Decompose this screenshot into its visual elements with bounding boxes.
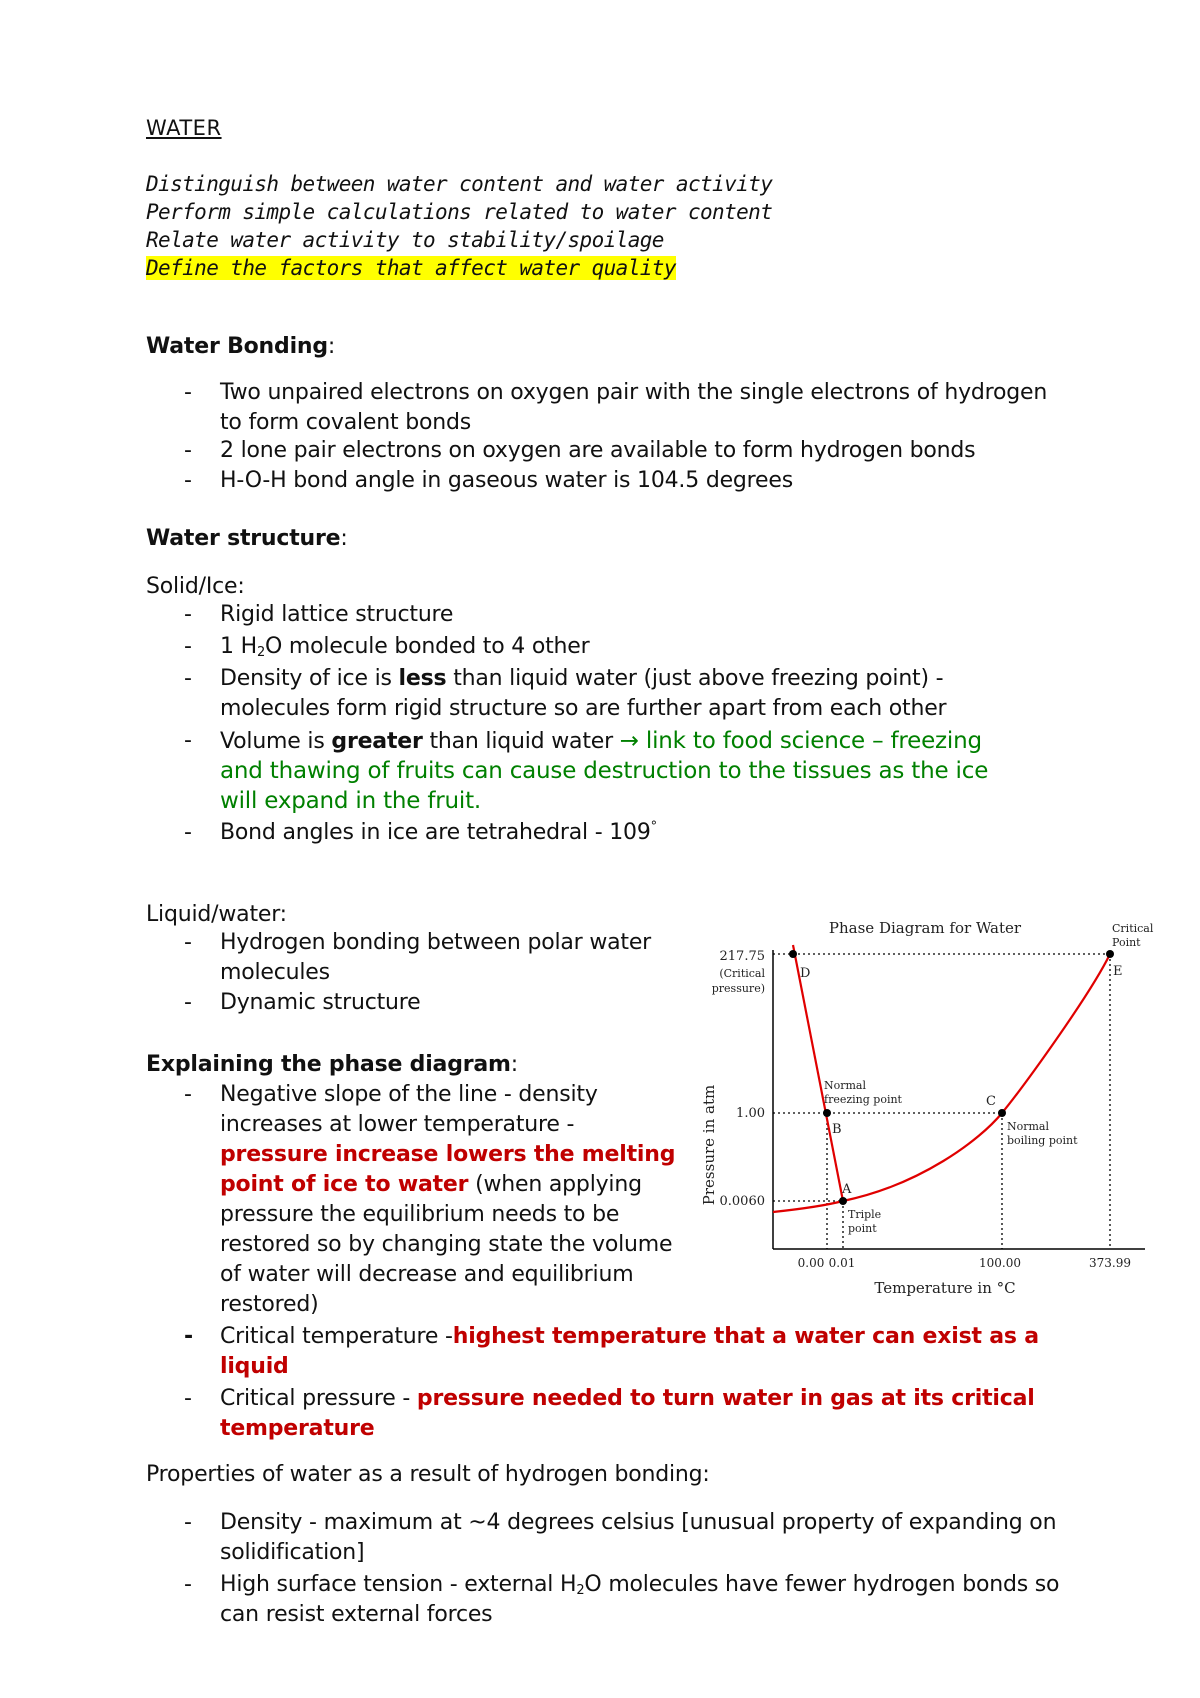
- y-axis-label: Pressure in atm: [700, 1084, 718, 1206]
- critical-pressure: Critical pressure - pressure needed to turn water in gas at its critical: [220, 1386, 1035, 1411]
- solid-item-4-green-2: and thawing of fruits can cause destruction to the tissues as the ice: [220, 758, 989, 784]
- x-tick-37399: 373.99: [1089, 1256, 1131, 1270]
- phase-heading: Explaining the phase diagram:: [146, 1052, 518, 1077]
- solid-item-1: Rigid lattice structure: [220, 602, 454, 627]
- point-label-c: C: [986, 1094, 996, 1109]
- phase-diagram-chart: [690, 915, 1160, 1305]
- note-critical-1: Critical: [1112, 922, 1154, 935]
- note-triple-1: Triple: [848, 1208, 882, 1221]
- solid-gas-line: [773, 1201, 843, 1212]
- note-boiling-1: Normal: [1007, 1120, 1050, 1133]
- property-surface-tension-cont: can resist external forces: [220, 1602, 493, 1627]
- phase-line-5: pressure the equilibrium needs to be: [220, 1202, 620, 1227]
- note-boiling-2: boiling point: [1007, 1134, 1078, 1147]
- y-tick-note-1: (Critical: [719, 967, 765, 980]
- bonding-item-1-cont: to form covalent bonds: [220, 410, 472, 435]
- point-label-d: D: [800, 966, 811, 981]
- bullet-dash: -: [184, 380, 192, 405]
- note-freezing-1: Normal: [824, 1079, 867, 1092]
- x-tick-0: 0.00: [797, 1256, 825, 1270]
- bullet-dash: -: [184, 1324, 194, 1349]
- point-e: [1106, 950, 1114, 958]
- phase-line-8: restored): [220, 1292, 319, 1317]
- phase-line-1: Negative slope of the line - density: [220, 1082, 598, 1107]
- liquid-item-1: Hydrogen bonding between polar water: [220, 930, 651, 955]
- solid-item-4: Volume is greater than liquid water → link to food science – freezing: [220, 728, 982, 754]
- solid-label: Solid/Ice:: [146, 574, 245, 599]
- bonding-item-2: 2 lone pair electrons on oxygen are available to form hydrogen bonds: [220, 438, 976, 463]
- document-title: WATER: [146, 116, 222, 140]
- point-d: [789, 950, 797, 958]
- y-tick-0006: 0.0060: [719, 1194, 765, 1209]
- y-tick-critical: 217.75: [719, 949, 765, 964]
- note-freezing-2: freezing point: [824, 1093, 902, 1106]
- bullet-dash: -: [184, 602, 192, 627]
- point-label-a: A: [842, 1182, 852, 1197]
- solid-item-5: Bond angles in ice are tetrahedral - 109°: [220, 819, 657, 845]
- phase-line-4: point of ice to water (when applying: [220, 1172, 642, 1197]
- bullet-dash: -: [184, 468, 192, 493]
- bullet-dash: -: [184, 820, 192, 845]
- objective-3: Relate water activity to stability/spoilage: [146, 228, 664, 252]
- phase-points: [789, 950, 1114, 1205]
- bullet-dash: -: [184, 1572, 192, 1597]
- bonding-heading: Water Bonding:: [146, 334, 336, 359]
- solid-item-2: 1 $H_2O$ molecule bonded to 4 other: [220, 634, 590, 660]
- phase-line-3: pressure increase lowers the melting: [220, 1142, 676, 1167]
- solid-liquid-line: [793, 945, 843, 1201]
- point-label-e: E: [1113, 964, 1123, 979]
- solid-item-3-cont: molecules form rigid structure so are further apart from each other: [220, 696, 947, 721]
- y-tick-1: 1.00: [736, 1106, 765, 1121]
- chart-title: Phase Diagram for Water: [828, 919, 1022, 937]
- objective-2: Perform simple calculations related to water content: [146, 200, 773, 224]
- objective-4: [146, 256, 676, 280]
- y-tick-note-2: pressure): [711, 982, 765, 995]
- bonding-item-3: H-O-H bond angle in gaseous water is 104.5 degrees: [220, 468, 793, 493]
- critical-temperature-cont: liquid: [220, 1354, 289, 1379]
- bullet-dash: -: [184, 930, 192, 955]
- point-label-b: B: [832, 1122, 842, 1137]
- structure-heading: Water structure:: [146, 526, 348, 551]
- bullet-dash: -: [184, 666, 192, 691]
- x-tick-001: 0.01: [828, 1256, 856, 1270]
- property-density-cont: solidification]: [220, 1540, 365, 1565]
- note-triple-2: point: [848, 1222, 877, 1235]
- point-c: [998, 1109, 1006, 1117]
- bullet-dash: -: [184, 990, 192, 1015]
- liquid-item-1-cont: molecules: [220, 960, 330, 985]
- properties-heading: Properties of water as a result of hydrogen bonding:: [146, 1462, 710, 1487]
- bullet-dash: -: [184, 634, 192, 659]
- solid-item-4-green-3: will expand in the fruit.: [220, 788, 482, 814]
- highlighted-objective: Define the factors that affect water quality: [146, 256, 676, 280]
- bullet-dash: -: [184, 1386, 192, 1411]
- bullet-dash: -: [184, 1510, 192, 1535]
- bullet-dash: -: [184, 438, 192, 463]
- point-a: [839, 1197, 847, 1205]
- bonding-item-1: Two unpaired electrons on oxygen pair with the single electrons of hydrogen: [220, 380, 1048, 405]
- solid-item-3: Density of ice is less than liquid water (just above freezing point) -: [220, 666, 944, 691]
- bullet-dash: -: [184, 728, 192, 753]
- critical-temperature: Critical temperature -highest temperature that a water can exist as a: [220, 1324, 1039, 1349]
- phase-line-2: increases at lower temperature -: [220, 1112, 575, 1137]
- x-tick-100: 100.00: [979, 1256, 1021, 1270]
- x-axis-label: Temperature in °C: [874, 1279, 1016, 1297]
- property-density: Density - maximum at ~4 degrees celsius [unusual property of expanding on: [220, 1510, 1057, 1535]
- liquid-label: Liquid/water:: [146, 902, 287, 927]
- liquid-item-2: Dynamic structure: [220, 990, 421, 1015]
- objective-1: Distinguish between water content and water activity: [146, 172, 773, 196]
- property-surface-tension: High surface tension - external $H_2O$ molecules have fewer hydrogen bonds so: [220, 1572, 1060, 1598]
- phase-line-6: restored so by changing state the volume: [220, 1232, 673, 1257]
- liquid-gas-line: [843, 954, 1110, 1201]
- bullet-dash: -: [184, 1082, 192, 1107]
- point-b: [823, 1109, 831, 1117]
- note-critical-2: Point: [1112, 936, 1141, 949]
- phase-line-7: of water will decrease and equilibrium: [220, 1262, 634, 1287]
- critical-pressure-cont: temperature: [220, 1416, 375, 1441]
